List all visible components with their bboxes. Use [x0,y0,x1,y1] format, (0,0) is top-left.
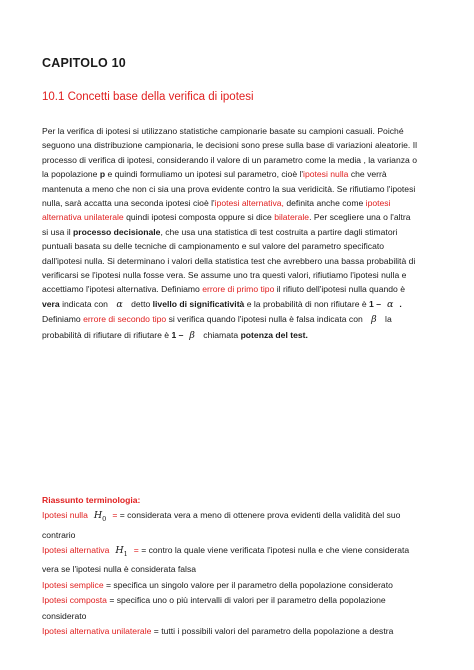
parameter-p: p [99,169,106,180]
paragraph-line [42,328,434,343]
paragraph-line: Per la verifica di ipotesi si utilizzano statistiche campionarie basate su campioni casuali. Poiché [42,126,404,136]
paragraph-line [42,210,434,224]
text-span: detto [128,298,153,309]
alpha-symbol: α [116,298,123,310]
paragraph-line [42,225,434,239]
paragraph-line: seguono una distribuzione campionaria, le decisioni sono prese sulla base di variazioni aleatorie. Il [42,140,418,151]
paragraph-line: mantenuta a meno che non ci sia una prova evidente contro la sua veridicità. Se rifiutiamo l'ipotesi [42,183,416,194]
term-ipotesi-semplice: Ipotesi semplice [42,579,104,590]
h-subscript: 1 [123,550,128,558]
text-vera: vera [42,298,60,309]
definition-text: = specifica uno o più intervalli di valori per il parametro della popolazione [106,595,386,606]
text-span: e quindi formuliamo un ipotesi sul parametro, cioè l' [105,169,304,180]
term-errore-secondo-tipo: errore di secondo tipo [83,314,167,325]
paragraph-line [42,297,434,312]
term-processo-decisionale: processo decisionale [73,226,161,237]
summary-item-continued: vera se l'ipotesi nulla è considerata falsa [42,564,197,575]
term-livello-significativita: livello di significatività [152,298,245,309]
paragraph-line [42,282,434,296]
summary-item [42,578,434,593]
h0-symbol [94,508,106,527]
h1-symbol [115,543,127,562]
one-minus: 1 – [369,298,381,309]
summary-item [42,543,434,562]
h-letter: H [115,545,124,557]
chapter-title: CAPITOLO 10 [42,56,126,70]
text-span: . [305,329,308,340]
term-bilaterale: bilaterale [274,212,310,223]
equals-sign: = [133,545,139,556]
paragraph-line [42,196,434,210]
text-span: . Per scegliere una o l'altra [309,212,411,223]
summary-title: Riassunto terminologia: [42,495,141,505]
definition-text: = specifica un singolo valore per il parametro della popolazione considerato [103,579,393,590]
text-span: indicata con [59,298,111,309]
paragraph-line [42,312,434,327]
term-ipotesi-unilaterale: ipotesi [365,198,391,209]
definition-text: = considerata vera a meno di ottenere prova evidenti della validità del suo [117,510,401,521]
text-span: probabilità di rifiutare di rifiutare è [42,329,172,340]
beta-symbol: β [371,314,377,326]
term-ipotesi-alternativa: ipotesi alternativa, [214,198,284,209]
term-ipotesi-composta: Ipotesi composta [42,595,107,606]
text-span: si usa il [42,226,74,237]
definition-text: = contro la quale viene verificata l'ipotesi nulla e che viene considerata [138,545,410,556]
section-title: 10.1 Concetti base della verifica di ipotesi [42,91,254,103]
h-letter: H [93,510,103,522]
summary-item [42,593,434,608]
text-span: definita anche come [283,198,366,209]
text-span: si verifica quando l'ipotesi nulla è falsa indicata con [166,314,366,325]
summary-item-continued: considerato [42,610,87,621]
text-span: quindi ipotesi composta oppure si dice [123,212,275,223]
body-paragraph [42,124,434,343]
text-span: , che usa una statistica di test costruita a partire dagli stimatori [160,226,398,237]
terminology-summary [42,493,434,639]
definition-text: = tutti i possibili valori del parametro della popolazione a destra [151,626,394,637]
term-alternativa-unilaterale: Ipotesi alternativa unilaterale [42,626,152,637]
h-subscript: 0 [102,515,107,524]
summary-item [42,624,434,639]
term-ipotesi-nulla: Ipotesi nulla [42,510,88,521]
text-span: la popolazione [42,169,100,180]
alpha-symbol: α [386,298,394,310]
text-span: nulla, sarà accatta una seconda ipotesi cioè l' [42,198,215,209]
paragraph-line: dall'ipotesi nulla. Si determinano i valori della statistica test che avrebbero una bassa probabilità di [42,255,416,266]
term-errore-primo-tipo: errore di primo tipo [202,284,275,295]
term-ipotesi-nulla: ipotesi nulla [303,169,349,180]
one-minus: 1 – [171,329,184,340]
term-ipotesi-alternativa: Ipotesi alternativa [42,545,110,556]
text-span: . [399,298,402,309]
text-span: chiamata [200,329,241,340]
text-span: che verrà [348,169,387,180]
term-alternativa-unilaterale: alternativa unilaterale [42,212,124,223]
text-span: Definiamo [42,314,84,325]
text-span: la [382,314,392,325]
paragraph-line: verificarsi se l'ipotesi nulla fosse vera. Se assume uno tra questi valori, rifiutiamo l'ipotesi nulla e [42,270,407,281]
term-potenza-test: potenza del test [240,329,306,340]
summary-item [42,508,434,527]
equals-sign: = [112,510,118,521]
text-span: il rifiuto dell'ipotesi nulla quando è [274,284,405,295]
summary-item-continued: contrario [42,529,76,540]
paragraph-line: processo di verifica di ipotesi, considerando il valore di un parametro come la media , la varianza o [42,154,417,165]
beta-symbol: β [189,329,195,341]
text-span: e la probabilità di non rifiutare è [244,298,370,309]
text-span: accettiamo l'ipotesi alternativa. Definiamo [42,284,203,295]
paragraph-line [42,167,434,181]
paragraph-line: puntuali basata su delle tecniche di campionamento e sul valore del parametro specificato [42,241,385,252]
